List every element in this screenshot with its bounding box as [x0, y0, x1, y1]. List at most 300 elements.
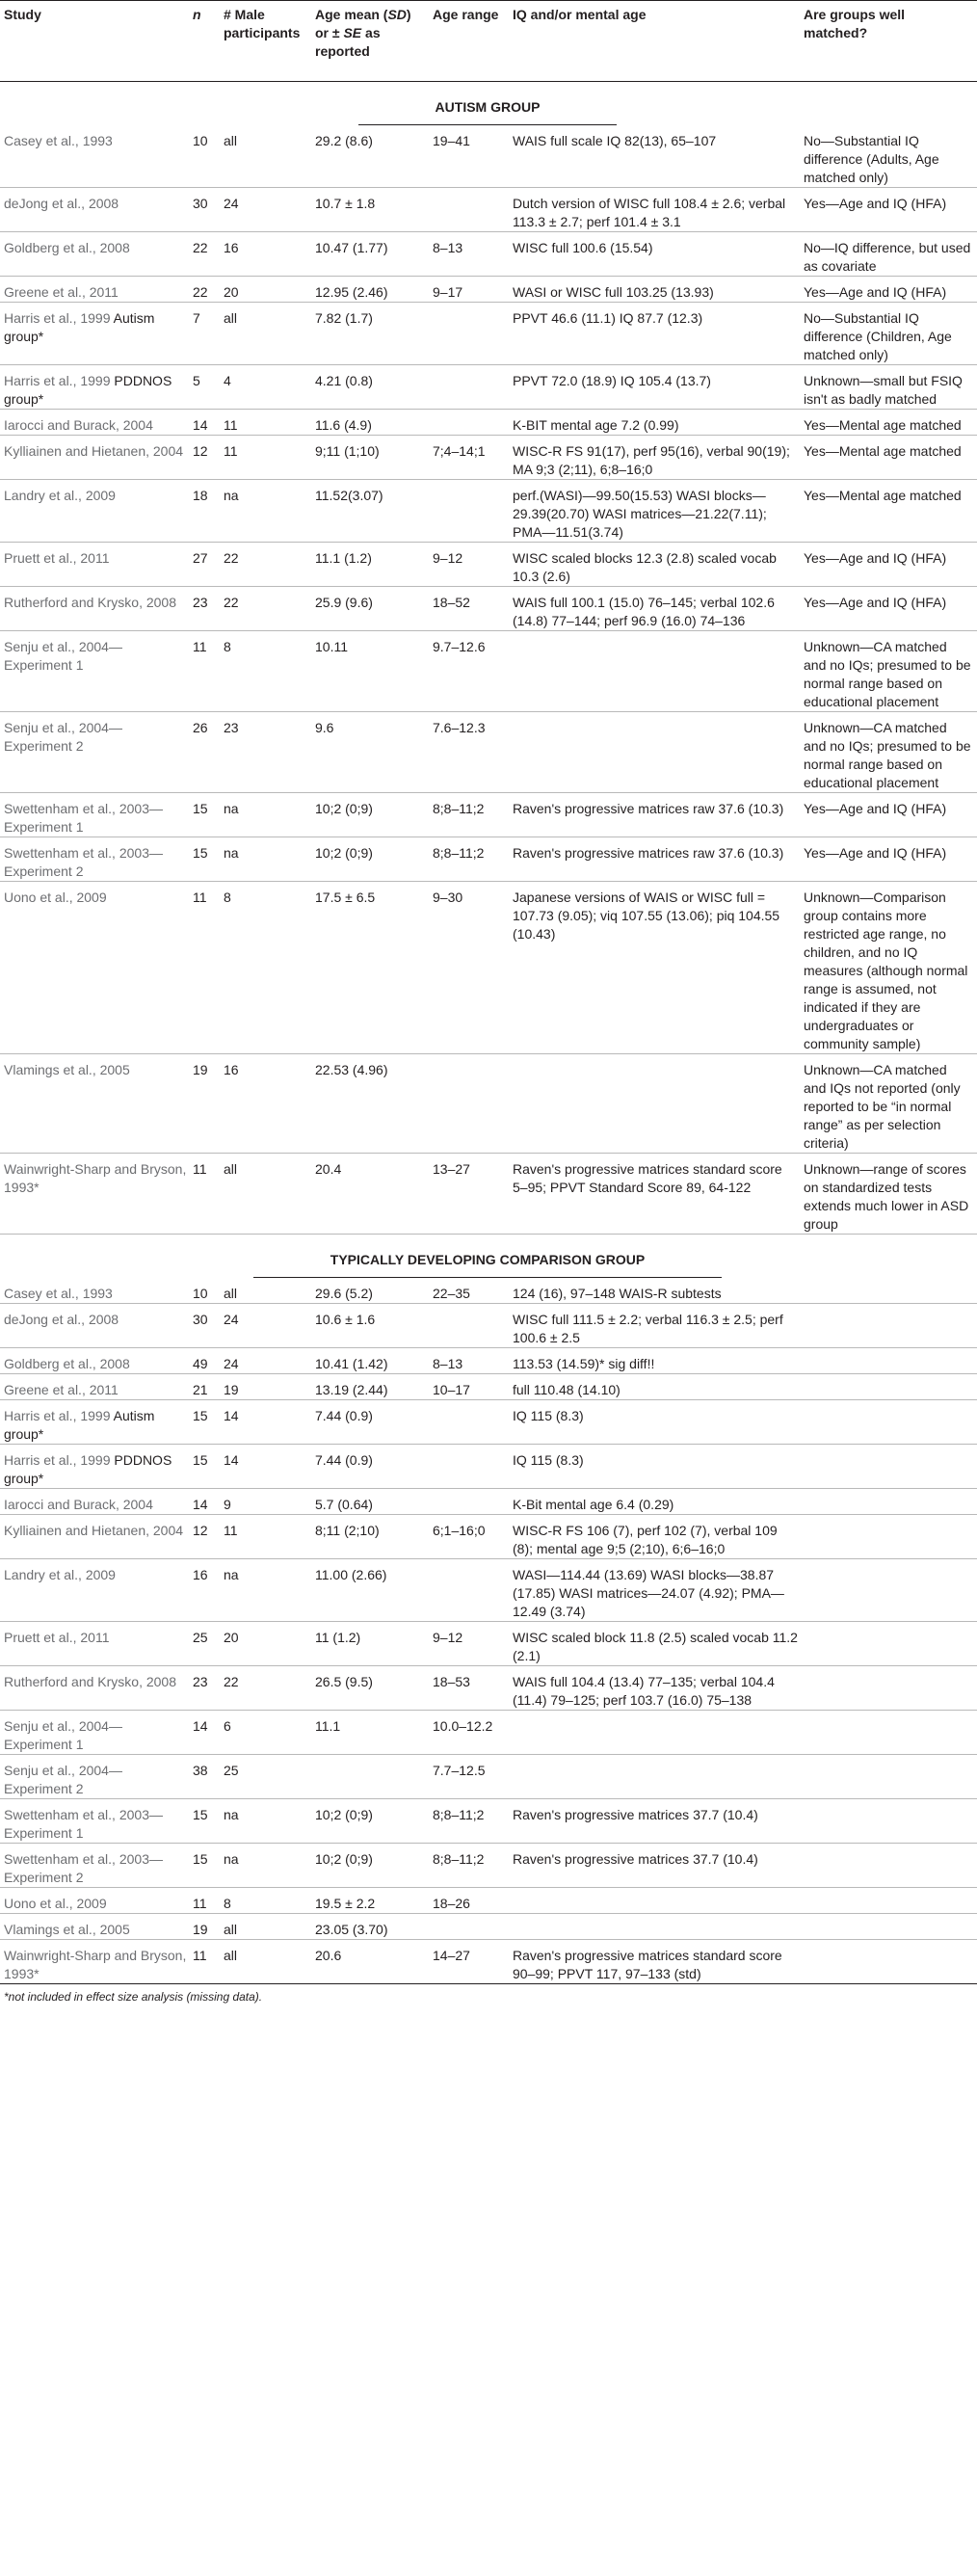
table-row	[0, 1914, 977, 1940]
col-study: Study	[0, 1, 193, 82]
cell-n: 14	[193, 1711, 224, 1755]
cell-iq: Raven's progressive matrices 37.7 (10.4)	[513, 1799, 804, 1844]
study-group: Autism group*	[4, 310, 155, 344]
table-row	[0, 1054, 977, 1154]
table-row	[0, 1940, 977, 1984]
cell-range	[433, 188, 513, 232]
table-row	[0, 303, 977, 365]
cell-range: 8–13	[433, 1348, 513, 1374]
cell-range: 19–41	[433, 125, 513, 188]
cell-male: all	[224, 1914, 315, 1940]
cell-study	[0, 1154, 193, 1235]
cell-iq: perf.(WASI)—99.50(15.53) WASI blocks—29.39(20.70) WASI matrices—21.22(7.11); PMA—11.51(3.74)	[513, 480, 804, 543]
cell-male: all	[224, 1940, 315, 1984]
cell-male: 24	[224, 1304, 315, 1348]
cell-male: 14	[224, 1400, 315, 1445]
cell-iq: WAIS full 104.4 (13.4) 77–135; verbal 104.4 (11.4) 79–125; perf 103.7 (16.0) 75–138	[513, 1666, 804, 1711]
study-name: Vlamings et al., 2005	[4, 1922, 130, 1937]
cell-study	[0, 1304, 193, 1348]
cell-study	[0, 1559, 193, 1622]
cell-study	[0, 1622, 193, 1666]
cell-male: 16	[224, 1054, 315, 1154]
cell-age: 10.6 ± 1.6	[315, 1304, 433, 1348]
cell-n: 25	[193, 1622, 224, 1666]
cell-range: 9–12	[433, 543, 513, 587]
cell-study	[0, 1888, 193, 1914]
cell-age: 10;2 (0;9)	[315, 1844, 433, 1888]
cell-study	[0, 793, 193, 837]
cell-n: 27	[193, 543, 224, 587]
table-row	[0, 1278, 977, 1304]
cell-iq: K-BIT mental age 7.2 (0.99)	[513, 410, 804, 436]
cell-n: 15	[193, 1445, 224, 1489]
table-row	[0, 1374, 977, 1400]
cell-study	[0, 1844, 193, 1888]
cell-matched: Unknown—CA matched and no IQs; presumed to be normal range based on educational placement	[804, 712, 977, 793]
cell-matched	[804, 1489, 977, 1515]
cell-matched	[804, 1515, 977, 1559]
cell-study	[0, 1054, 193, 1154]
study-name: Goldberg et al., 2008	[4, 240, 130, 255]
cell-iq: WISC-R FS 91(17), perf 95(16), verbal 90(19); MA 9;3 (2;11), 6;8–16;0	[513, 436, 804, 480]
cell-iq: 113.53 (14.59)* sig diff!!	[513, 1348, 804, 1374]
cell-n: 11	[193, 1888, 224, 1914]
table-row	[0, 712, 977, 793]
table-row	[0, 1304, 977, 1348]
cell-range: 7.7–12.5	[433, 1755, 513, 1799]
cell-iq	[513, 631, 804, 712]
cell-male: all	[224, 303, 315, 365]
cell-n: 11	[193, 1154, 224, 1235]
study-name: Landry et al., 2009	[4, 488, 116, 503]
cell-matched	[804, 1278, 977, 1304]
cell-age: 10.41 (1.42)	[315, 1348, 433, 1374]
cell-n: 15	[193, 1400, 224, 1445]
cell-study	[0, 882, 193, 1054]
cell-matched	[804, 1400, 977, 1445]
cell-age: 9;11 (1;10)	[315, 436, 433, 480]
footnote: *not included in effect size analysis (missing data).	[4, 1990, 263, 2004]
cell-iq	[513, 1755, 804, 1799]
cell-iq: WAIS full scale IQ 82(13), 65–107	[513, 125, 804, 188]
cell-male: 11	[224, 1515, 315, 1559]
table-row	[0, 1400, 977, 1445]
table-row	[0, 1888, 977, 1914]
table-row	[0, 543, 977, 587]
cell-age: 11.6 (4.9)	[315, 410, 433, 436]
cell-matched: Yes—Age and IQ (HFA)	[804, 793, 977, 837]
cell-n: 18	[193, 480, 224, 543]
cell-range	[433, 410, 513, 436]
cell-matched: Yes—Mental age matched	[804, 410, 977, 436]
cell-range	[433, 1054, 513, 1154]
cell-study	[0, 1940, 193, 1984]
cell-range: 9–30	[433, 882, 513, 1054]
cell-matched	[804, 1374, 977, 1400]
col-n-label: n	[193, 7, 201, 22]
cell-study	[0, 365, 193, 410]
study-name: Uono et al., 2009	[4, 890, 107, 905]
cell-range: 8–13	[433, 232, 513, 277]
cell-iq: WISC-R FS 106 (7), perf 102 (7), verbal 109 (8); mental age 9;5 (2;10), 6;6–16;0	[513, 1515, 804, 1559]
table-row	[0, 1445, 977, 1489]
cell-range: 8;8–11;2	[433, 837, 513, 882]
cell-iq: Dutch version of WISC full 108.4 ± 2.6; verbal 113.3 ± 2.7; perf 101.4 ± 3.1	[513, 188, 804, 232]
cell-age: 10.7 ± 1.8	[315, 188, 433, 232]
group-header-row	[0, 1235, 977, 1279]
table-row	[0, 1559, 977, 1622]
table-row	[0, 436, 977, 480]
cell-age: 10;2 (0;9)	[315, 837, 433, 882]
col-age-se: SE	[343, 25, 362, 40]
cell-n: 30	[193, 1304, 224, 1348]
cell-male: 16	[224, 232, 315, 277]
cell-iq: Raven's progressive matrices 37.7 (10.4)	[513, 1844, 804, 1888]
cell-age: 9.6	[315, 712, 433, 793]
cell-range	[433, 1489, 513, 1515]
cell-age: 5.7 (0.64)	[315, 1489, 433, 1515]
study-name: Goldberg et al., 2008	[4, 1356, 130, 1371]
study-name: Kylliainen and Hietanen, 2004	[4, 1523, 184, 1538]
cell-matched	[804, 1914, 977, 1940]
cell-range: 9–12	[433, 1622, 513, 1666]
cell-male: 22	[224, 543, 315, 587]
study-name: Vlamings et al., 2005	[4, 1062, 130, 1077]
cell-n: 10	[193, 125, 224, 188]
cell-range: 10.0–12.2	[433, 1711, 513, 1755]
col-range: Age range	[433, 1, 513, 82]
cell-n: 21	[193, 1374, 224, 1400]
table-row	[0, 1799, 977, 1844]
cell-matched	[804, 1304, 977, 1348]
cell-age: 13.19 (2.44)	[315, 1374, 433, 1400]
cell-matched: Yes—Age and IQ (HFA)	[804, 543, 977, 587]
cell-study	[0, 1666, 193, 1711]
cell-n: 14	[193, 410, 224, 436]
cell-iq	[513, 712, 804, 793]
cell-male: 23	[224, 712, 315, 793]
cell-age: 19.5 ± 2.2	[315, 1888, 433, 1914]
study-name: Harris et al., 1999	[4, 310, 111, 326]
cell-range: 10–17	[433, 1374, 513, 1400]
cell-age: 10;2 (0;9)	[315, 1799, 433, 1844]
cell-male: all	[224, 125, 315, 188]
cell-male: 22	[224, 587, 315, 631]
cell-age: 20.6	[315, 1940, 433, 1984]
table-row	[0, 1622, 977, 1666]
cell-range: 18–52	[433, 587, 513, 631]
cell-matched: No—IQ difference, but used as covariate	[804, 232, 977, 277]
cell-n: 11	[193, 1940, 224, 1984]
cell-n: 23	[193, 587, 224, 631]
cell-study	[0, 631, 193, 712]
cell-n: 5	[193, 365, 224, 410]
cell-age: 11.52(3.07)	[315, 480, 433, 543]
cell-range: 9–17	[433, 277, 513, 303]
cell-matched: Unknown—CA matched and IQs not reported (only reported to be “in normal range” as per selection criteria)	[804, 1054, 977, 1154]
study-name: Greene et al., 2011	[4, 1382, 119, 1397]
table-row	[0, 1711, 977, 1755]
table-row	[0, 882, 977, 1054]
cell-study	[0, 1799, 193, 1844]
study-name: Rutherford and Krysko, 2008	[4, 1674, 176, 1689]
cell-study	[0, 1348, 193, 1374]
study-name: deJong et al., 2008	[4, 196, 119, 211]
cell-iq	[513, 1054, 804, 1154]
cell-iq: IQ 115 (8.3)	[513, 1445, 804, 1489]
cell-matched	[804, 1622, 977, 1666]
cell-matched	[804, 1888, 977, 1914]
cell-n: 12	[193, 1515, 224, 1559]
cell-study	[0, 188, 193, 232]
cell-n: 22	[193, 232, 224, 277]
cell-n: 12	[193, 436, 224, 480]
cell-matched: Yes—Age and IQ (HFA)	[804, 277, 977, 303]
cell-matched	[804, 1559, 977, 1622]
cell-age: 17.5 ± 6.5	[315, 882, 433, 1054]
group-header-row	[0, 82, 977, 126]
cell-study	[0, 125, 193, 188]
group-title: TYPICALLY DEVELOPING COMPARISON GROUP	[253, 1251, 722, 1278]
cell-study	[0, 1914, 193, 1940]
col-age-part: as reported	[315, 25, 381, 59]
group-title: AUTISM GROUP	[358, 98, 618, 125]
cell-male: 11	[224, 436, 315, 480]
study-name: Harris et al., 1999	[4, 1408, 111, 1423]
col-age-sd: SD	[387, 7, 407, 22]
cell-n: 14	[193, 1489, 224, 1515]
cell-range: 13–27	[433, 1154, 513, 1235]
cell-n: 16	[193, 1559, 224, 1622]
cell-age: 11 (1.2)	[315, 1622, 433, 1666]
cell-study	[0, 837, 193, 882]
cell-age: 8;11 (2;10)	[315, 1515, 433, 1559]
cell-n: 10	[193, 1278, 224, 1304]
cell-matched: No—Substantial IQ difference (Children, Age matched only)	[804, 303, 977, 365]
cell-male: na	[224, 1844, 315, 1888]
col-age-part: ) or ±	[315, 7, 411, 40]
col-male: # Male participants	[224, 1, 315, 82]
cell-male: na	[224, 1799, 315, 1844]
cell-n: 30	[193, 188, 224, 232]
cell-study	[0, 1711, 193, 1755]
cell-iq: PPVT 46.6 (11.1) IQ 87.7 (12.3)	[513, 303, 804, 365]
cell-range: 9.7–12.6	[433, 631, 513, 712]
cell-iq: Raven's progressive matrices standard score 90–99; PPVT 117, 97–133 (std)	[513, 1940, 804, 1984]
study-name: Pruett et al., 2011	[4, 550, 110, 566]
cell-male: 22	[224, 1666, 315, 1711]
study-name: Swettenham et al., 2003—Experiment 1	[4, 1807, 163, 1841]
cell-n: 19	[193, 1054, 224, 1154]
cell-iq: Raven's progressive matrices standard score 5–95; PPVT Standard Score 89, 64-122	[513, 1154, 804, 1235]
study-name: Harris et al., 1999	[4, 1452, 111, 1468]
cell-range: 18–26	[433, 1888, 513, 1914]
cell-age: 26.5 (9.5)	[315, 1666, 433, 1711]
cell-male: na	[224, 837, 315, 882]
study-name: Senju et al., 2004—Experiment 2	[4, 720, 122, 754]
cell-range	[433, 1400, 513, 1445]
study-name: Landry et al., 2009	[4, 1567, 116, 1582]
cell-range: 14–27	[433, 1940, 513, 1984]
table-row	[0, 277, 977, 303]
cell-age: 29.6 (5.2)	[315, 1278, 433, 1304]
cell-matched	[804, 1844, 977, 1888]
cell-male: 6	[224, 1711, 315, 1755]
table-row	[0, 1755, 977, 1799]
cell-male: all	[224, 1278, 315, 1304]
study-name: Iarocci and Burack, 2004	[4, 1497, 153, 1512]
study-group: PDDNOS group*	[4, 373, 172, 407]
cell-study	[0, 1445, 193, 1489]
cell-n: 15	[193, 837, 224, 882]
cell-matched: Unknown—small but FSIQ isn't as badly matched	[804, 365, 977, 410]
cell-male: 19	[224, 1374, 315, 1400]
study-name: Pruett et al., 2011	[4, 1630, 110, 1645]
cell-male: 20	[224, 1622, 315, 1666]
cell-male: na	[224, 793, 315, 837]
cell-range: 6;1–16;0	[433, 1515, 513, 1559]
cell-range	[433, 1445, 513, 1489]
cell-n: 38	[193, 1755, 224, 1799]
cell-matched: Unknown—range of scores on standardized tests extends much lower in ASD group	[804, 1154, 977, 1235]
cell-iq	[513, 1888, 804, 1914]
col-matched: Are groups well matched?	[804, 1, 977, 82]
col-iq: IQ and/or mental age	[513, 1, 804, 82]
study-name: deJong et al., 2008	[4, 1312, 119, 1327]
cell-study	[0, 232, 193, 277]
cell-range: 22–35	[433, 1278, 513, 1304]
cell-male: 24	[224, 1348, 315, 1374]
cell-study	[0, 1374, 193, 1400]
cell-iq: IQ 115 (8.3)	[513, 1400, 804, 1445]
table-row	[0, 837, 977, 882]
cell-range: 8;8–11;2	[433, 1799, 513, 1844]
cell-study	[0, 1489, 193, 1515]
table-row	[0, 125, 977, 188]
cell-iq: K-Bit mental age 6.4 (0.29)	[513, 1489, 804, 1515]
cell-iq	[513, 1711, 804, 1755]
study-name: Swettenham et al., 2003—Experiment 2	[4, 845, 163, 879]
cell-range	[433, 303, 513, 365]
cell-male: 20	[224, 277, 315, 303]
cell-age: 20.4	[315, 1154, 433, 1235]
cell-n: 19	[193, 1914, 224, 1940]
col-age-part: Age mean (	[315, 7, 388, 22]
cell-matched: Yes—Mental age matched	[804, 480, 977, 543]
table-row	[0, 188, 977, 232]
cell-age: 7.44 (0.9)	[315, 1400, 433, 1445]
cell-study	[0, 277, 193, 303]
cell-range: 8;8–11;2	[433, 793, 513, 837]
table-row	[0, 631, 977, 712]
cell-study	[0, 410, 193, 436]
cell-n: 15	[193, 1799, 224, 1844]
cell-study	[0, 1755, 193, 1799]
cell-iq: WASI—114.44 (13.69) WASI blocks—38.87 (17.85) WASI matrices—24.07 (4.92); PMA—12.49 (3.74)	[513, 1559, 804, 1622]
cell-age: 25.9 (9.6)	[315, 587, 433, 631]
cell-matched	[804, 1445, 977, 1489]
col-age	[315, 1, 433, 82]
cell-range	[433, 1559, 513, 1622]
cell-male: na	[224, 480, 315, 543]
study-name: Senju et al., 2004—Experiment 1	[4, 1718, 122, 1752]
cell-age: 4.21 (0.8)	[315, 365, 433, 410]
cell-male: 24	[224, 188, 315, 232]
cell-study	[0, 712, 193, 793]
table-row	[0, 793, 977, 837]
cell-study	[0, 303, 193, 365]
cell-n: 26	[193, 712, 224, 793]
cell-male: 8	[224, 882, 315, 1054]
table-row	[0, 1348, 977, 1374]
table-row	[0, 232, 977, 277]
cell-age: 10;2 (0;9)	[315, 793, 433, 837]
study-name: Harris et al., 1999	[4, 373, 111, 388]
table-row	[0, 1844, 977, 1888]
cell-age: 11.00 (2.66)	[315, 1559, 433, 1622]
cell-n: 11	[193, 631, 224, 712]
cell-study	[0, 1400, 193, 1445]
cell-range	[433, 480, 513, 543]
study-name: Kylliainen and Hietanen, 2004	[4, 443, 184, 459]
cell-matched: Unknown—CA matched and no IQs; presumed to be normal range based on educational placement	[804, 631, 977, 712]
cell-iq: WISC full 111.5 ± 2.2; verbal 116.3 ± 2.5; perf 100.6 ± 2.5	[513, 1304, 804, 1348]
cell-matched	[804, 1666, 977, 1711]
table-row	[0, 1154, 977, 1235]
study-name: Rutherford and Krysko, 2008	[4, 595, 176, 610]
cell-matched: Yes—Age and IQ (HFA)	[804, 837, 977, 882]
col-n	[193, 1, 224, 82]
cell-iq: Raven's progressive matrices raw 37.6 (10.3)	[513, 793, 804, 837]
cell-range	[433, 365, 513, 410]
study-name: Iarocci and Burack, 2004	[4, 417, 153, 433]
cell-male: na	[224, 1559, 315, 1622]
cell-study	[0, 587, 193, 631]
cell-study	[0, 480, 193, 543]
cell-study	[0, 1515, 193, 1559]
cell-male: 11	[224, 410, 315, 436]
cell-matched: Yes—Age and IQ (HFA)	[804, 587, 977, 631]
cell-age: 7.82 (1.7)	[315, 303, 433, 365]
cell-matched: No—Substantial IQ difference (Adults, Age matched only)	[804, 125, 977, 188]
table-row	[0, 365, 977, 410]
cell-age	[315, 1755, 433, 1799]
cell-male: 25	[224, 1755, 315, 1799]
cell-age: 10.47 (1.77)	[315, 232, 433, 277]
table-row	[0, 1489, 977, 1515]
study-name: Swettenham et al., 2003—Experiment 2	[4, 1851, 163, 1885]
study-name: Swettenham et al., 2003—Experiment 1	[4, 801, 163, 835]
cell-matched	[804, 1799, 977, 1844]
cell-age: 23.05 (3.70)	[315, 1914, 433, 1940]
cell-n: 49	[193, 1348, 224, 1374]
study-name: Wainwright-Sharp and Bryson, 1993*	[4, 1948, 187, 1981]
header-row	[0, 1, 977, 82]
cell-age: 11.1	[315, 1711, 433, 1755]
cell-n: 22	[193, 277, 224, 303]
cell-matched	[804, 1348, 977, 1374]
study-name: Uono et al., 2009	[4, 1896, 107, 1911]
cell-study	[0, 1278, 193, 1304]
cell-male: 9	[224, 1489, 315, 1515]
cell-age: 11.1 (1.2)	[315, 543, 433, 587]
cell-male: all	[224, 1154, 315, 1235]
study-name: Wainwright-Sharp and Bryson, 1993*	[4, 1161, 187, 1195]
study-name: Greene et al., 2011	[4, 284, 119, 300]
cell-iq: WISC full 100.6 (15.54)	[513, 232, 804, 277]
table-row	[0, 1666, 977, 1711]
cell-male: 8	[224, 631, 315, 712]
